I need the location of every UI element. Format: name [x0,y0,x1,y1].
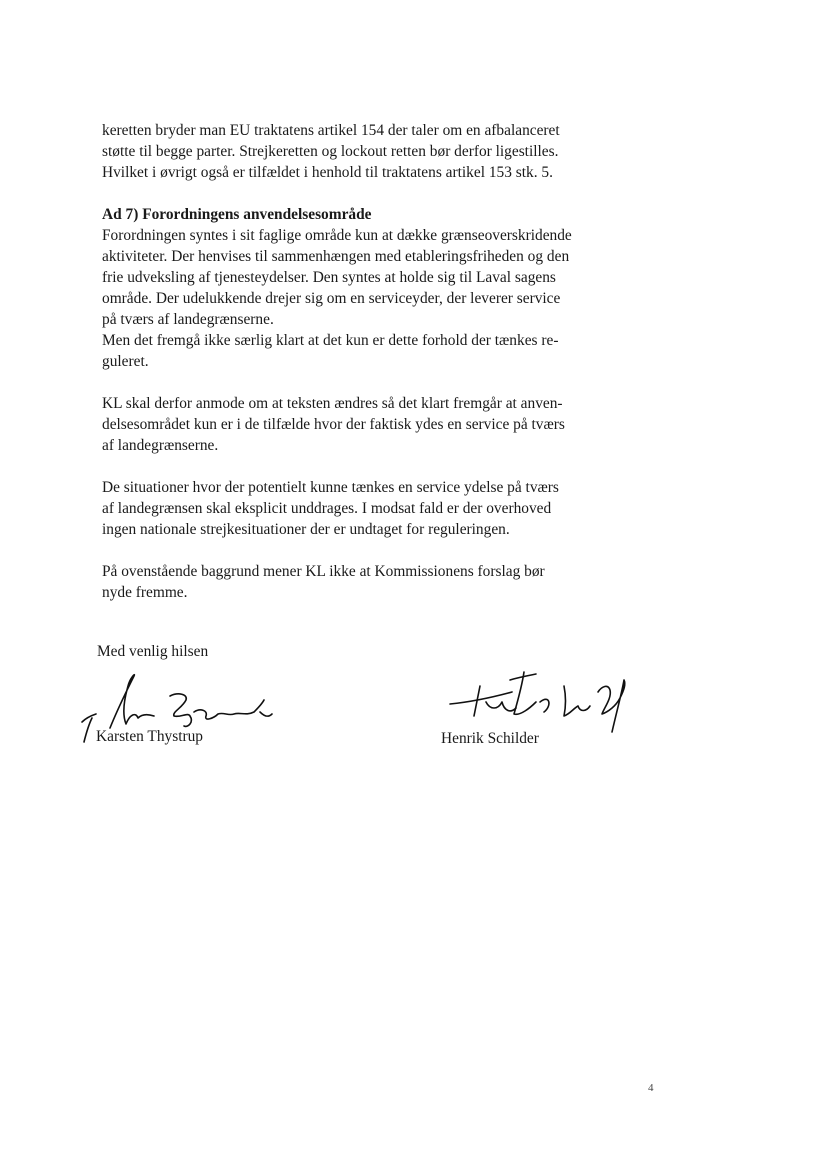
text-line: Hvilket i øvrigt også er tilfældet i henhold til traktatens artikel 153 stk. 5. [102,164,553,181]
text-line: af landegrænserne. [102,437,219,454]
text-line: støtte til begge parter. Strejkeretten og lockout retten bør derfor ligestilles. [102,143,559,160]
paragraph-conclusion [102,561,642,603]
paragraph-situations [102,477,642,540]
signatory-name-right: Henrik Schilder [441,730,539,747]
signatory-name-left: Karsten Thystrup [96,728,204,745]
text-line: keretten bryder man EU traktatens artikel 154 der taler om en afbalanceret [102,122,560,139]
text-line: De situationer hvor der potentielt kunne tænkes en service ydelse på tværs [102,479,559,496]
text-line: guleret. [102,353,149,370]
text-line: Forordningen syntes i sit faglige område kun at dække grænseoverskridende [102,227,572,244]
paragraph-request [102,393,642,456]
page-number: 4 [648,1082,654,1094]
text-line: delsesområdet kun er i de tilfælde hvor der faktisk ydes en service på tværs [102,416,565,433]
paragraph-scope [102,225,642,330]
text-line: Men det fremgå ikke særlig klart at det kun er dette forhold der tænkes re- [102,332,559,349]
paragraph-unclear [102,330,642,372]
text-line: område. Der udelukkende drejer sig om en serviceyder, der leverer service [102,290,561,307]
letter-body [102,120,642,624]
closing-salutation: Med venlig hilsen [97,643,209,660]
text-line: nyde fremme. [102,584,188,601]
text-line: På ovenstående baggrund mener KL ikke at Kommissionens forslag bør [102,563,545,580]
section-heading: Ad 7) Forordningens anvendelsesområde [102,206,372,223]
text-line: på tværs af landegrænserne. [102,311,274,328]
text-line: frie udveksling af tjenesteydelser. Den syntes at holde sig til Laval sagens [102,269,556,286]
text-line: af landegrænsen skal eksplicit unddrages. I modsat fald er der overhoved [102,500,552,517]
text-line: KL skal derfor anmode om at teksten ændres så det klart fremgår at anven- [102,395,563,412]
text-line: ingen nationale strejkesituationer der er undtaget for reguleringen. [102,521,510,538]
text-line: aktiviteter. Der henvises til sammenhængen med etableringsfriheden og den [102,248,570,265]
paragraph-strike-right [102,120,642,183]
